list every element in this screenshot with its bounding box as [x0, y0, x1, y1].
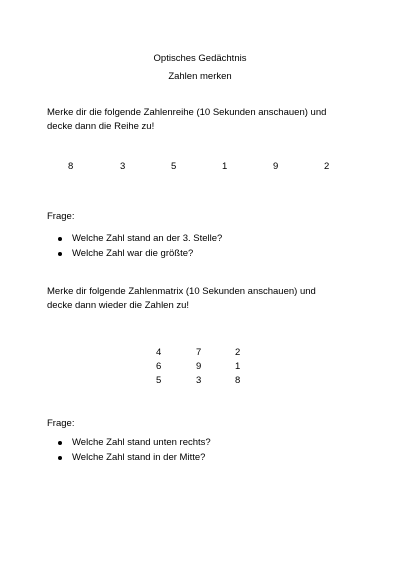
instruction-line: decke dann die Reihe zu! [47, 121, 155, 132]
number-item: 2 [324, 161, 330, 172]
matrix-cell: 4 [156, 347, 162, 358]
question-list [58, 435, 211, 465]
list-item [58, 231, 222, 246]
instruction-line: Merke dir die folgende Zahlenreihe (10 Sekunden anschauen) und [47, 107, 327, 118]
number-row [0, 161, 400, 175]
matrix-cell: 2 [235, 347, 241, 358]
matrix-cell: 3 [196, 375, 202, 386]
number-item: 8 [68, 161, 74, 172]
matrix-cell: 9 [196, 361, 202, 372]
bullet-icon [58, 237, 62, 241]
instruction-number-row [47, 106, 347, 134]
question-label: Frage: [47, 418, 75, 429]
number-item: 3 [120, 161, 126, 172]
matrix-cell: 8 [235, 375, 241, 386]
matrix-cell: 6 [156, 361, 162, 372]
bullet-icon [58, 252, 62, 256]
list-item [58, 450, 211, 465]
matrix-cell: 7 [196, 347, 202, 358]
instruction-matrix [47, 285, 347, 313]
question-text: Welche Zahl war die größte? [72, 248, 194, 259]
question-text: Welche Zahl stand in der Mitte? [72, 452, 206, 463]
bullet-icon [58, 456, 62, 460]
question-text: Welche Zahl stand an der 3. Stelle? [72, 233, 223, 244]
number-item: 5 [171, 161, 177, 172]
instruction-line: Merke dir folgende Zahlenmatrix (10 Sekunden anschauen) und [47, 286, 316, 297]
number-item: 1 [222, 161, 228, 172]
matrix-cell: 5 [156, 375, 162, 386]
instruction-line: decke dann wieder die Zahlen zu! [47, 300, 190, 311]
question-label: Frage: [47, 211, 75, 222]
question-text: Welche Zahl stand unten rechts? [72, 437, 211, 448]
matrix-cell: 1 [235, 361, 241, 372]
page-subtitle: Zahlen merken [168, 71, 232, 82]
list-item [58, 246, 222, 261]
question-list [58, 231, 222, 261]
page-title: Optisches Gedächtnis [153, 53, 247, 64]
list-item [58, 435, 211, 450]
number-item: 9 [273, 161, 279, 172]
bullet-icon [58, 441, 62, 445]
